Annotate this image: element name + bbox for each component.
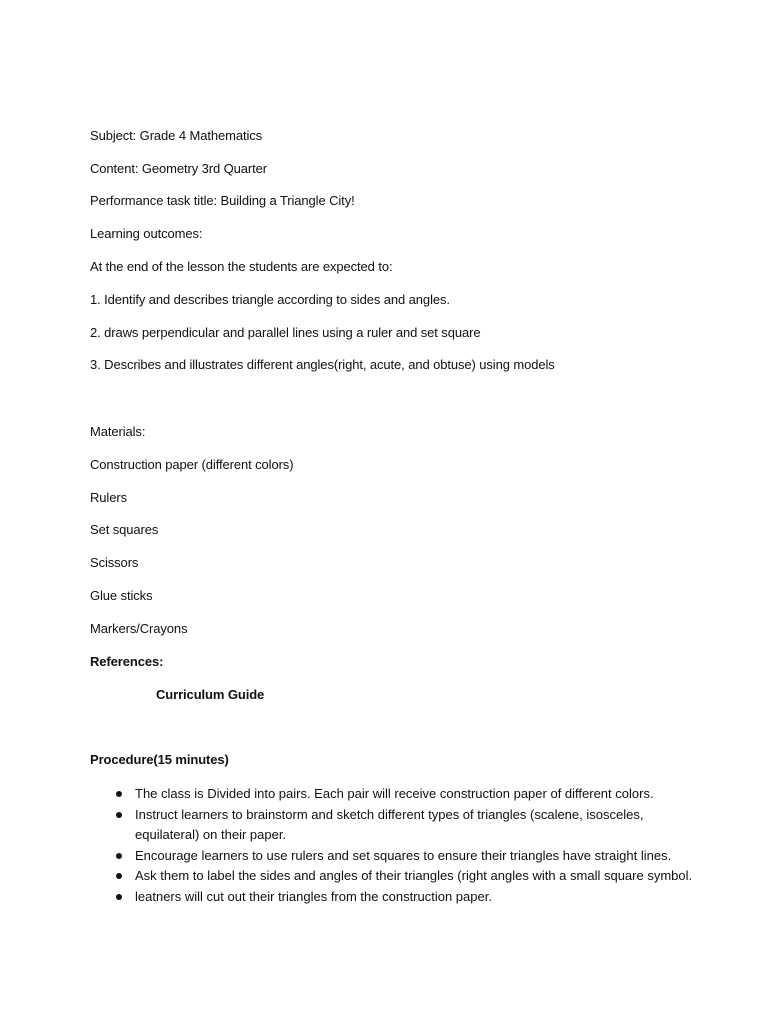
procedure-step-text: Instruct learners to brainstorm and sketch different types of triangles (scalene, isosceles, equilateral) on their paper. <box>135 806 644 842</box>
material-item: Glue sticks <box>90 588 153 603</box>
outcome-item: 2. draws perpendicular and parallel lines using a ruler and set square <box>90 325 481 340</box>
outcome-item: 3. Describes and illustrates different angles(right, acute, and obtuse) using models <box>90 357 555 372</box>
procedure-step-text: Ask them to label the sides and angles of their triangles (right angles with a small square symbol. <box>135 868 693 883</box>
procedure-step <box>90 887 710 908</box>
procedure-list <box>90 784 710 907</box>
procedure-step-text: Encourage learners to use rulers and set squares to ensure their triangles have straight lines. <box>135 847 672 863</box>
procedure-step <box>90 846 710 867</box>
material-item: Construction paper (different colors) <box>90 457 294 472</box>
bullet-icon <box>116 812 122 818</box>
materials-heading: Materials: <box>90 424 146 439</box>
material-item: Rulers <box>90 490 127 505</box>
references-heading: References: <box>90 654 164 669</box>
outcomes-intro: At the end of the lesson the students are expected to: <box>90 259 393 274</box>
procedure-step-text: The class is Divided into pairs. Each pair will receive construction paper of different colors. <box>135 786 654 801</box>
procedure-step <box>90 805 710 846</box>
bullet-icon <box>116 873 122 879</box>
outcome-item: 1. Identify and describes triangle according to sides and angles. <box>90 292 450 307</box>
outcomes-heading: Learning outcomes: <box>90 226 203 241</box>
bullet-icon <box>116 853 122 859</box>
content-line: Content: Geometry 3rd Quarter <box>90 161 268 176</box>
material-item: Scissors <box>90 555 139 570</box>
reference-item: Curriculum Guide <box>156 687 265 702</box>
bullet-icon <box>116 791 122 797</box>
bullet-icon <box>116 894 122 900</box>
task-title-line: Performance task title: Building a Triangle City! <box>90 193 355 208</box>
procedure-step <box>90 866 710 887</box>
procedure-step-text: leatners will cut out their triangles from the construction paper. <box>135 888 492 904</box>
procedure-step <box>90 784 710 805</box>
material-item: Markers/Crayons <box>90 621 188 636</box>
procedure-heading: Procedure(15 minutes) <box>90 752 229 767</box>
subject-line: Subject: Grade 4 Mathematics <box>90 128 263 143</box>
material-item: Set squares <box>90 522 159 537</box>
